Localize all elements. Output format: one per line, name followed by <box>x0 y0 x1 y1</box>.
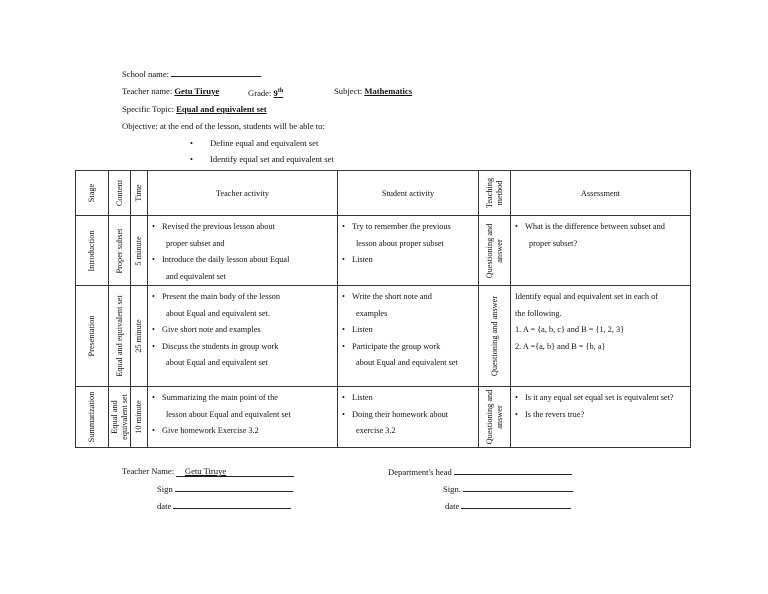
list-item: • Give short note and examples <box>152 322 333 339</box>
student-activity-cell <box>338 387 479 448</box>
list-item: exercise 3.2 <box>356 426 396 435</box>
topic-label: Specific Topic: <box>122 104 174 114</box>
assessment-cell <box>511 387 691 448</box>
footer-date <box>157 500 291 511</box>
time-cell: 10 minute <box>131 387 148 448</box>
assessment-cell <box>511 286 691 387</box>
list-item: • Discuss the students in group work <box>152 339 333 356</box>
content-cell <box>109 387 131 448</box>
table-header-row <box>76 171 691 216</box>
list-item: • Try to remember the previous <box>342 219 474 236</box>
list-item: about Equal and equivalent set. <box>166 308 270 318</box>
list-item: • Present the main body of the lesson <box>152 289 333 306</box>
header-time: Time <box>131 171 148 216</box>
table-row <box>76 387 691 448</box>
school-name-label: School name: <box>122 69 170 79</box>
student-activity-cell <box>338 286 479 387</box>
footer-dept-date <box>445 500 571 511</box>
footer-dept-date-blank[interactable] <box>461 500 571 509</box>
list-item: • Introduce the daily lesson about Equal <box>152 252 333 269</box>
footer-dept-head <box>388 466 572 477</box>
list-item: • Give homework Exercise 3.2 <box>152 423 333 440</box>
content-cell: Equal and equivalent set <box>109 286 131 387</box>
teacher-line <box>122 86 219 97</box>
topic-line <box>122 104 267 115</box>
footer-teacher-label: Teacher Name: <box>122 466 175 476</box>
list-item: • Listen <box>342 390 474 407</box>
footer-sign <box>157 483 293 494</box>
content-cell: Proper subset <box>109 216 131 286</box>
footer-dept-sign <box>443 483 573 494</box>
subject-value: Mathematics <box>364 86 413 96</box>
list-item: • Listen <box>342 252 474 269</box>
assessment-line: the following. <box>515 308 562 318</box>
list-item: • Revised the previous lesson about <box>152 219 333 236</box>
list-item: • Participate the group work <box>342 339 474 356</box>
content-text: Equal and equivalent set <box>109 394 129 440</box>
footer-dept-sign-label: Sign. <box>443 484 461 494</box>
stage-cell: Presentation <box>76 286 109 387</box>
stage-cell: Summarization <box>76 387 109 448</box>
list-item: • Is it any equal set equal set is equivalent set? <box>515 390 686 407</box>
header-stage: Stage <box>76 171 109 216</box>
footer-teacher-name <box>122 466 294 477</box>
objective-text: Objective: at the end of the lesson, students will be able to: <box>122 121 325 131</box>
header-teacher-activity: Teacher activity <box>148 171 338 216</box>
objective-item: • Define equal and equivalent set <box>190 138 319 148</box>
grade-label: Grade: <box>248 87 272 98</box>
header-content: Content <box>109 171 131 216</box>
time-cell: 5 minute <box>131 216 148 286</box>
assessment-cell <box>511 216 691 286</box>
grade-line <box>248 86 283 99</box>
list-item: lesson about proper subset <box>356 238 444 248</box>
grade-value: 9th <box>273 87 284 98</box>
school-name-blank[interactable] <box>171 68 261 77</box>
assessment-line: 1. A = {a, b, c} and B = {1, 2, 3} <box>515 325 625 334</box>
objective-item: • Identify equal set and equivalent set <box>190 154 334 164</box>
list-item: • What is the difference between subset and <box>515 219 686 236</box>
list-item: • Is the revers true? <box>515 407 686 424</box>
footer-dept-head-label: Department's head <box>388 467 452 477</box>
footer-date-blank[interactable] <box>173 500 291 509</box>
table-row <box>76 286 691 387</box>
footer-sign-blank[interactable] <box>175 483 293 492</box>
assessment-line: 2. A ={a, b} and B = {b, a} <box>515 341 606 351</box>
list-item: proper subset? <box>529 238 578 248</box>
list-item: • Listen <box>342 322 474 339</box>
subject-line <box>334 86 412 97</box>
header-teaching-method: Teaching method <box>479 171 511 216</box>
footer-date-label: date <box>157 501 172 511</box>
stage-cell: Introduction <box>76 216 109 286</box>
list-item: • Write the short note and <box>342 289 474 306</box>
footer-dept-sign-blank[interactable] <box>463 483 573 492</box>
method-cell: Questioning and answer <box>479 286 511 387</box>
topic-value: Equal and equivalent set <box>176 104 267 114</box>
time-cell: 25 minute <box>131 286 148 387</box>
header-student-activity: Student activity <box>338 171 479 216</box>
list-item: proper subset and <box>166 238 225 248</box>
footer-sign-label: Sign <box>157 484 173 494</box>
footer-dept-date-label: date <box>445 501 460 511</box>
school-name-line <box>122 68 261 80</box>
footer-teacher-value: Getu Tiruye <box>176 466 294 477</box>
method-cell: Questioning and answer <box>479 216 511 286</box>
teacher-activity-cell <box>148 286 338 387</box>
table-row <box>76 216 691 286</box>
list-item: • Doing their homework about <box>342 407 474 424</box>
subject-label: Subject: <box>334 86 363 96</box>
list-item: and equivalent set <box>166 271 226 281</box>
assessment-line: Identify equal and equivalent set in each of <box>515 292 659 301</box>
teacher-activity-cell <box>148 387 338 448</box>
lesson-plan-table <box>75 170 691 448</box>
list-item: about Equal and equivalent set <box>356 358 458 367</box>
teacher-activity-cell <box>148 216 338 286</box>
list-item: lesson about Equal and equivalent set <box>166 409 291 419</box>
footer-dept-head-blank[interactable] <box>454 466 572 475</box>
teacher-name-value: Getu Tiruye <box>174 86 220 96</box>
list-item: • Summarizing the main point of the <box>152 390 333 407</box>
student-activity-cell <box>338 216 479 286</box>
list-item: examples <box>356 308 388 318</box>
teacher-name-label: Teacher name: <box>122 86 173 96</box>
method-cell: Questioning and answer <box>479 387 511 448</box>
list-item: about Equal and equivalent set <box>166 358 268 367</box>
header-assessment: Assessment <box>511 171 691 216</box>
